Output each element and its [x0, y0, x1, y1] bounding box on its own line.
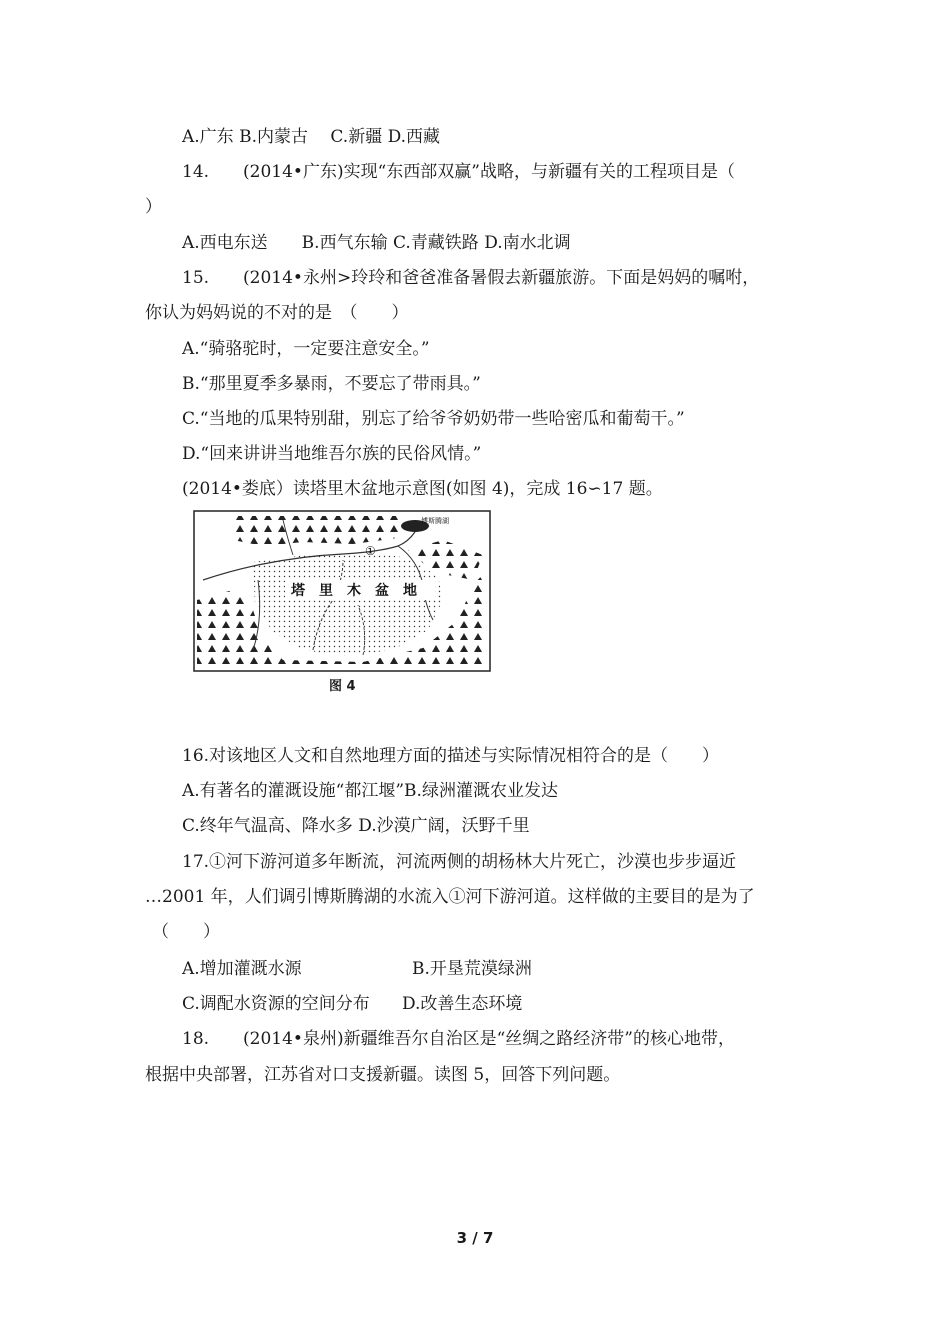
basin-label: 塔 里 木 盆 地	[291, 583, 417, 599]
intro-16-17: (2014•娄底）读塔里木盆地示意图(如图 4)，完成 16∽17 题。	[182, 479, 663, 499]
q13-options: A.广东 B.内蒙古 C.新疆 D.西藏	[182, 127, 441, 147]
q18-stem-line2: 根据中央部署，江苏省对口支援新疆。读图 5，回答下列问题。	[145, 1065, 621, 1085]
tarim-basin-map	[193, 510, 491, 672]
map-svg	[193, 510, 491, 672]
lake-label: 博斯腾湖	[421, 517, 449, 525]
q16-options-line1: A.有著名的灌溉设施“都江堰”B.绿洲灌溉农业发达	[182, 781, 558, 801]
q16-options-line2: C.终年气温高、降水多 D.沙漠广阔，沃野千里	[182, 816, 530, 836]
q16-stem: 16.对该地区人文和自然地理方面的描述与实际情况相符合的是（ ）	[182, 746, 720, 766]
q15-stem-line2: 你认为妈妈说的不对的是 （ ）	[145, 303, 409, 323]
q15-option-b: B.“那里夏季多暴雨，不要忘了带雨具。”	[182, 374, 481, 394]
q14-stem-line1: 14. (2014•广东)实现“东西部双赢”战略，与新疆有关的工程项目是（	[182, 162, 735, 182]
q17-stem-line3: （ ）	[152, 922, 220, 942]
figure-caption: 图 4	[329, 679, 356, 694]
q18-stem-line1: 18. (2014•泉州)新疆维吾尔自治区是“丝绸之路经济带”的核心地带，	[182, 1029, 735, 1049]
q14-stem-line2: ）	[145, 197, 162, 217]
q15-option-a: A.“骑骆驼时，一定要注意安全。”	[182, 339, 430, 359]
q15-stem-line1: 15. (2014•永州>玲玲和爸爸准备暑假去新疆旅游。下面是妈妈的嘱咐，	[182, 268, 760, 288]
q14-options: A.西电东送 B.西气东输 C.青藏铁路 D.南水北调	[182, 233, 571, 253]
q17-option-c: C.调配水资源的空间分布	[182, 994, 370, 1014]
q17-stem-line1: 17.①河下游河道多年断流，河流两侧的胡杨林大片死亡，沙漠也步步逼近	[182, 852, 737, 872]
q17-option-a: A.增加灌溉水源	[182, 959, 302, 979]
q15-option-c: C.“当地的瓜果特别甜，别忘了给爷爷奶奶带一些哈密瓜和葡萄干。”	[182, 409, 685, 429]
page-number: 3 / 7	[456, 1229, 494, 1247]
q17-option-b: B.开垦荒漠绿洲	[412, 959, 532, 979]
q15-option-d: D.“回来讲讲当地维吾尔族的民俗风情。”	[182, 444, 482, 464]
q17-stem-line2: …2001 年，人们调引博斯腾湖的水流入①河下游河道。这样做的主要目的是为了	[145, 887, 755, 907]
marker-one: ①	[365, 544, 376, 558]
q17-option-d: D.改善生态环境	[402, 994, 523, 1014]
